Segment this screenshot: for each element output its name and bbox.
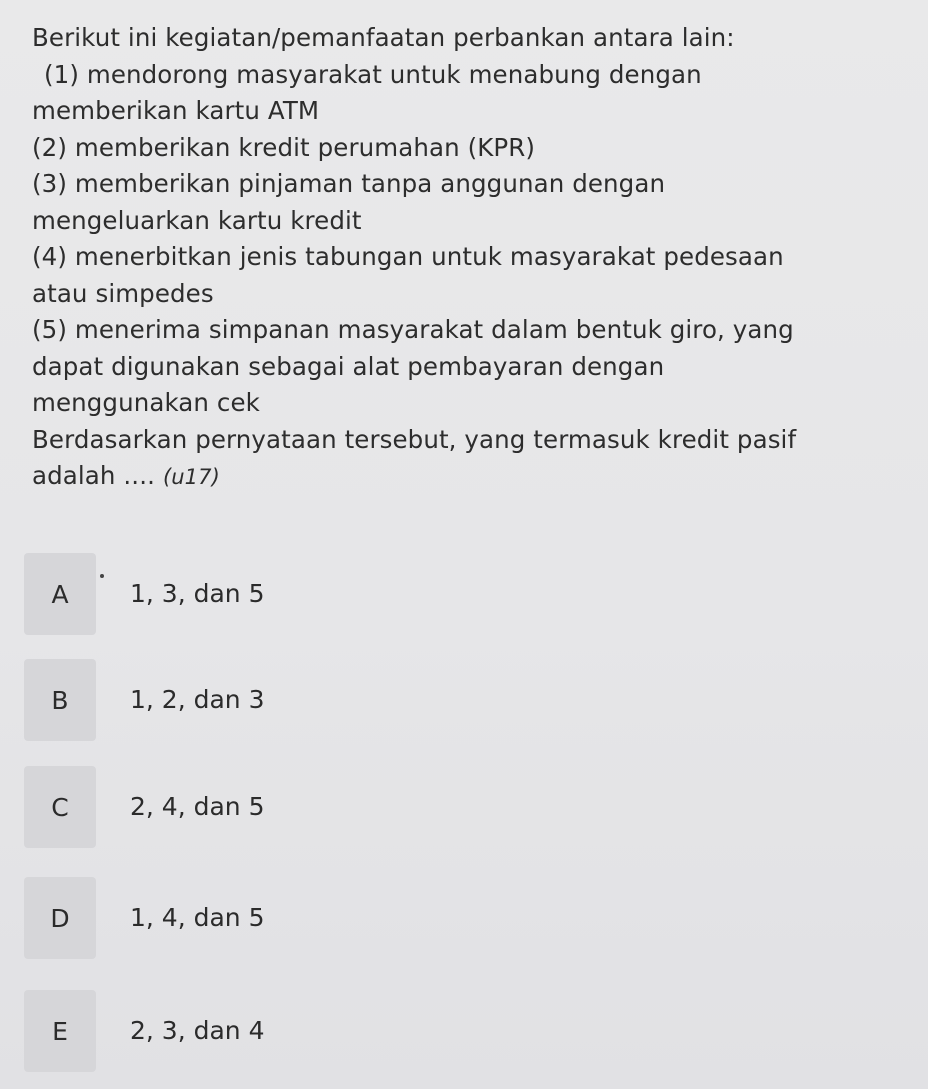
option-c[interactable] [24, 766, 624, 848]
option-c-text[interactable]: 2, 4, dan 5 [130, 792, 265, 821]
statement-3-line-2: mengeluarkan kartu kredit [32, 205, 362, 235]
option-b[interactable] [24, 659, 624, 741]
option-a[interactable] [24, 553, 624, 635]
option-a-letter[interactable]: A [24, 553, 96, 635]
selection-dot-icon [100, 574, 104, 578]
statement-1-line-2: memberikan kartu ATM [32, 96, 320, 125]
statement-5-line-2: dapat digunakan sebagai alat pembayaran dengan [32, 351, 665, 381]
option-c-letter[interactable]: C [24, 766, 96, 848]
statement-2: (2) memberikan kredit perumahan (KPR) [32, 132, 536, 162]
question-code: (u17) [162, 465, 220, 489]
question-intro: Berikut ini kegiatan/pemanfaatan perbankan antara lain: [32, 23, 735, 52]
question-prompt-line-1: Berdasarkan pernyataan tersebut, yang termasuk kredit pasif [32, 424, 797, 454]
statement-4-line-1: (4) menerbitkan jenis tabungan untuk masyarakat pedesaan [32, 242, 784, 271]
option-d[interactable] [24, 877, 624, 959]
question-prompt-line-2 [32, 458, 902, 496]
option-e-text[interactable]: 2, 3, dan 4 [130, 1016, 265, 1045]
statement-5-line-1: (5) menerima simpanan masyarakat dalam bentuk giro, yang [32, 315, 794, 344]
option-d-text[interactable]: 1, 4, dan 5 [130, 903, 265, 932]
question-text [32, 20, 902, 496]
statement-5-line-3: menggunakan cek [32, 388, 260, 417]
option-e[interactable] [24, 990, 624, 1072]
statement-3-line-1: (3) memberikan pinjaman tanpa anggunan dengan [32, 169, 666, 198]
statement-1-line-1: (1) mendorong masyarakat untuk menabung dengan [44, 59, 702, 89]
question-prompt-text: adalah .... [32, 461, 155, 490]
option-b-text[interactable]: 1, 2, dan 3 [130, 685, 265, 714]
option-a-text[interactable]: 1, 3, dan 5 [130, 579, 265, 608]
option-e-letter[interactable]: E [24, 990, 96, 1072]
option-b-letter[interactable]: B [24, 659, 96, 741]
option-d-letter[interactable]: D [24, 877, 96, 959]
statement-4-line-2: atau simpedes [32, 278, 214, 308]
